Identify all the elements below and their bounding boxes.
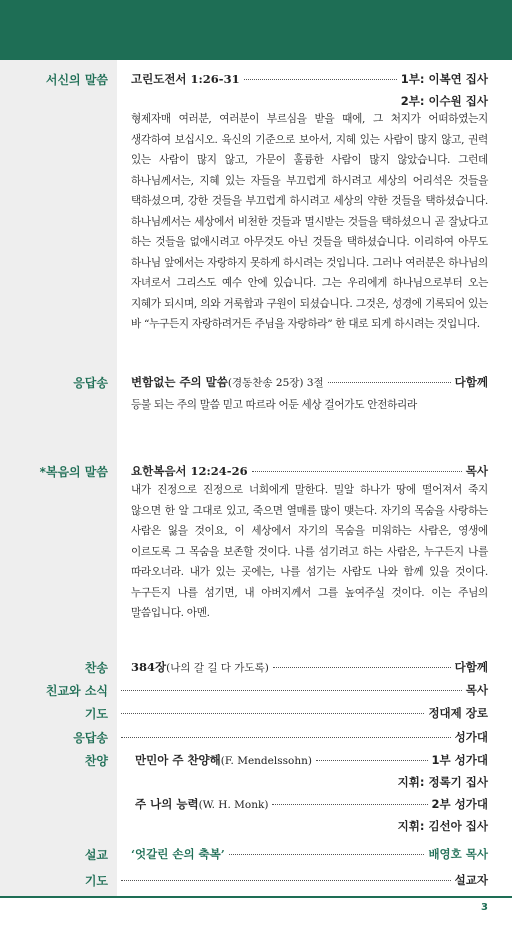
anthem-item2-sub: (W. H. Monk): [198, 799, 269, 811]
sermon-title: ‘엇갈린 손의 축복’: [131, 847, 225, 861]
anthem-item2-row: [135, 796, 488, 812]
footer-rule: [0, 896, 512, 898]
response2-label: 응답송: [73, 731, 108, 745]
gospel-text: 내가 진정으로 진정으로 너희에게 말한다. 밀알 하나가 땅에 떨어져서 죽지 않으면 한 알 그대로 있고, 죽으면 열매를 많이 맺는다. 자기의 목숨을 사랑하는 사람은 잃을 것이요, 이 세상에서 자기의 목숨을 미워하는 사람은, 영생에 이르도록 그 목숨을 보존할 것이다. 나를 섬기려고 하는 사람은, 누구든지 나를 따라오너라. 내가 있는 곳에는, 나를 섬기는 사람도 나와 함께 있을 것이다. 누구든지 나를 섬기면, 내 아버지께서 그를 높여주실 것이다. 이는 주님의 말씀입니다. 아멘.: [131, 484, 488, 619]
response2-row: [117, 729, 488, 745]
gospel-title: 요한복음서 12:24-26: [131, 464, 248, 478]
sermon-row: [131, 846, 488, 862]
leader-dots: [316, 760, 428, 761]
anthem-item1-sub: (F. Mendelssohn): [220, 755, 312, 767]
anthem-label: 찬양: [84, 754, 108, 768]
reading-row: [131, 71, 488, 87]
response1-row: [131, 374, 488, 390]
hymn-row: [131, 659, 488, 675]
prayer2-label: 기도: [84, 874, 108, 888]
response2-right: 성가대: [454, 730, 488, 744]
response1-sub: (경동찬송 25장) 3절: [227, 377, 324, 389]
prayer1-row: [117, 705, 488, 721]
anthem-item2-right: 2부 성가대: [431, 797, 488, 811]
anthem-item1-right: 1부 성가대: [431, 753, 488, 767]
reading-reader2: 2부: 이수원 집사: [400, 94, 488, 108]
gospel-right: 목사: [465, 464, 488, 478]
reading-label: 서신의 말씀: [45, 73, 108, 87]
leader-dots: [252, 471, 462, 472]
hymn-title: 384장: [131, 660, 167, 674]
response1-right: 다함께: [454, 375, 488, 389]
fellowship-right: 목사: [465, 683, 488, 697]
prayer2-row: [117, 872, 488, 888]
anthem-item2-conductor: 지휘: 김선아 집사: [397, 819, 488, 833]
reading-reader1: 1부: 이복연 집사: [400, 72, 488, 86]
hymn-sub: (나의 갈 길 다 가도록): [166, 662, 269, 674]
reading-title: 고린도전서 1:26-31: [131, 72, 240, 86]
leader-dots: [272, 804, 427, 805]
prayer1-right: 정대제 장로: [428, 706, 488, 720]
hymn-label: 찬송: [84, 661, 108, 675]
gospel-row: [131, 463, 488, 479]
response1-text: 등불 되는 주의 말씀 믿고 따르라 어둔 세상 걸어가도 안전하리라: [131, 399, 417, 411]
leader-dots: [121, 713, 424, 714]
reading-text: 형제자매 여러분, 여러분이 부르심을 받을 때에, 그 처지가 어떠하였는지 생각하여 보십시오. 육신의 기준으로 보아서, 지혜 있는 사람이 많지 않고, 권력 있는 사람이 많지 않고, 가문이 훌륭한 사람이 많지 않았습니다. 그런데 하나님께서는, 지혜 있는 자들을 부끄럽게 하시려고 세상의 어리석은 것들을 택하셨으며, 강한 것들을 부끄럽게 하시려고 세상의 약한 것들을 택하셨습니다. 하나님께서는 세상에서 비천한 것들과 멸시받는 것들을 택하셨으니 곧 잘났다고 하는 것들을 없애시려고 아무것도 아닌 것들을 택하셨습니다. 이리하여 아무도 하나님 앞에서는 자랑하지 못하게 하시려는 것입니다. 그러나 여러분은 하나님의 자녀로서 그리스도 예수 안에 있습니다. 그는 우리에게 하나님으로부터 오는 지혜가 되시며, 의와 거룩함과 구원이 되셨습니다. 그것은, 성경에 기록되어 있는 바 “누구든지 자랑하려거든 주님을 자랑하라” 한 대로 되게 하시려는 것입니다.: [131, 113, 488, 330]
response1-title: 변함없는 주의 말씀: [131, 375, 228, 389]
prayer1-label: 기도: [84, 707, 108, 721]
gospel-label: *복음의 말씀: [39, 465, 108, 479]
leader-dots: [121, 737, 451, 738]
fellowship-row: [117, 682, 488, 698]
anthem-item1-title: 만민아 주 찬양해: [135, 753, 221, 767]
page-number: 3: [481, 902, 488, 913]
response1-label: 응답송: [73, 376, 108, 390]
prayer2-right: 설교자: [454, 873, 488, 887]
leader-dots: [229, 854, 425, 855]
fellowship-label: 친교와 소식: [45, 684, 108, 698]
anthem-item1-row: [135, 752, 488, 768]
anthem-item2-title: 주 나의 능력: [135, 797, 199, 811]
leader-dots: [273, 667, 451, 668]
sermon-right: 배영호 목사: [428, 847, 488, 861]
hymn-right: 다함께: [454, 660, 488, 674]
leader-dots: [328, 382, 451, 383]
header-band: [0, 0, 512, 60]
leader-dots: [121, 880, 451, 881]
leader-dots: [121, 690, 462, 691]
leader-dots: [244, 79, 397, 80]
anthem-item1-conductor: 지휘: 정록기 집사: [397, 775, 488, 789]
sermon-label: 설교: [84, 848, 108, 862]
